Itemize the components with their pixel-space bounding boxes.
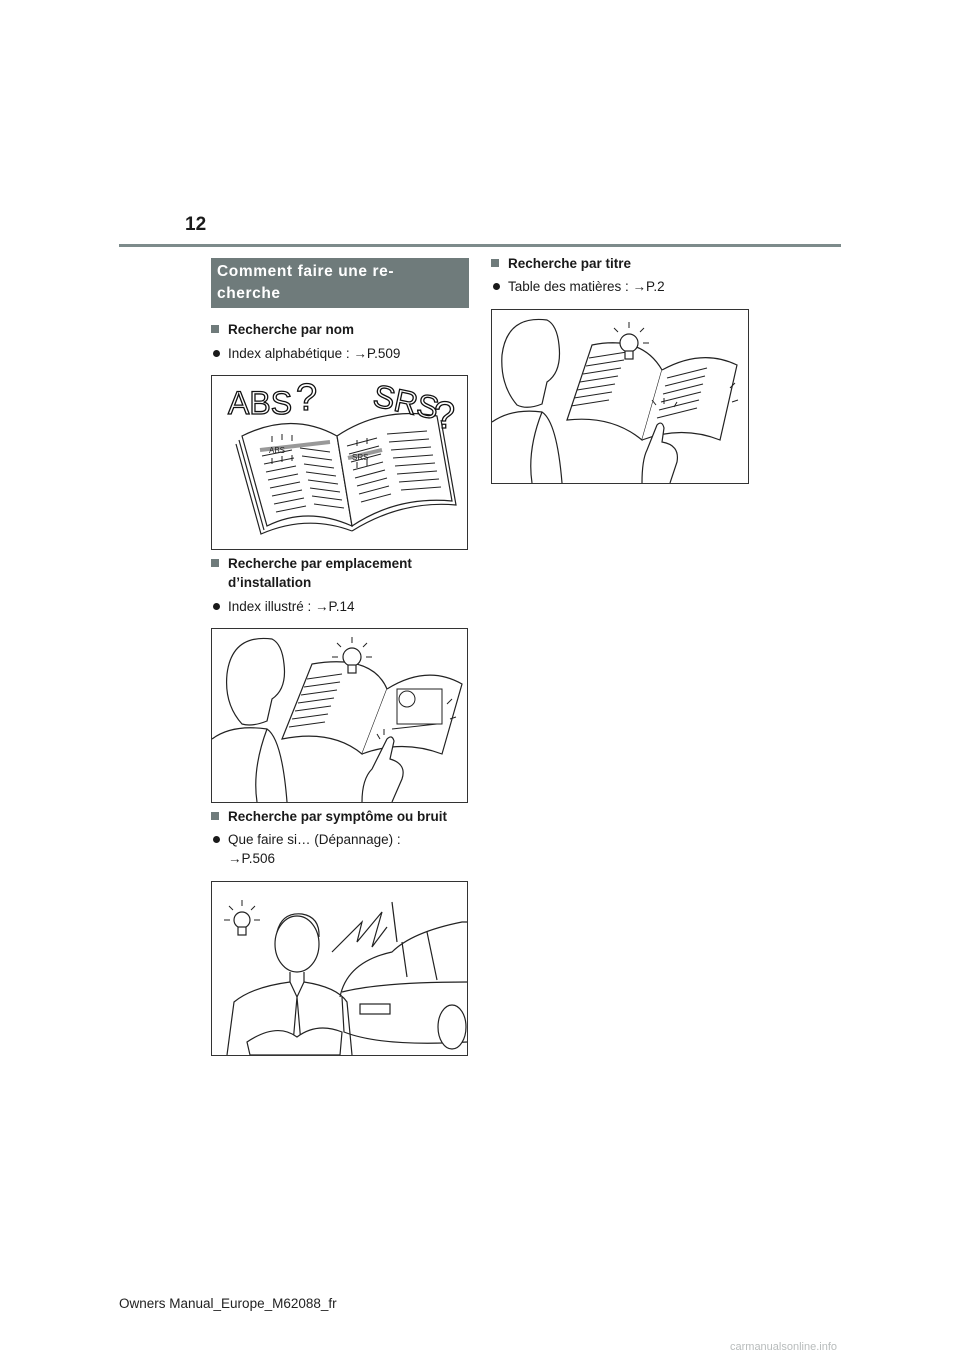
section-title-line2: cherche <box>217 285 281 302</box>
subheading-symptom-search: Recherche par symptôme ou bruit <box>211 807 473 826</box>
srs-large-text: SRS <box>370 377 442 427</box>
section-title-line1: Comment faire une re- <box>217 263 395 280</box>
page-number: 12 <box>185 214 207 235</box>
bullet-illustrated-index: Index illustré : →P.14 <box>211 597 471 616</box>
subheading-name-search: Recherche par nom <box>211 320 471 339</box>
header-rule <box>119 244 841 247</box>
bullet-troubleshooting: Que faire si… (Dépannage) : →P.506 <box>211 830 471 868</box>
square-bullet-icon <box>491 259 499 267</box>
figure-person-reading-illustrated-index <box>211 628 468 803</box>
figure-person-car-noise <box>211 881 468 1056</box>
round-bullet-icon <box>213 350 220 357</box>
footer-manual-id: Owners Manual_Europe_M62088_fr <box>119 1296 337 1311</box>
srs-question-mark: ? <box>434 395 456 437</box>
square-bullet-icon <box>211 325 219 333</box>
abs-question-mark: ? <box>296 377 318 419</box>
bullet-table-of-contents: Table des matières : →P.2 <box>491 277 751 296</box>
figure-person-reading-table-of-contents <box>491 309 749 484</box>
square-bullet-icon <box>211 812 219 820</box>
round-bullet-icon <box>213 836 220 843</box>
abs-mini-text: ABS <box>269 446 286 455</box>
round-bullet-icon <box>493 283 500 290</box>
srs-mini-text: SRS <box>352 453 369 462</box>
watermark: carmanualsonline.info <box>730 1341 838 1353</box>
subheading-title-search: Recherche par titre <box>491 254 751 273</box>
abs-large-text: ABS <box>228 385 293 421</box>
round-bullet-icon <box>213 603 220 610</box>
square-bullet-icon <box>211 559 219 567</box>
subheading-location-search: Recherche par emplacement d’installation <box>211 554 471 592</box>
figure-open-book-abs-srs <box>211 375 468 550</box>
bullet-alphabetical-index: Index alphabétique : →P.509 <box>211 344 471 363</box>
section-title-box <box>211 258 469 308</box>
